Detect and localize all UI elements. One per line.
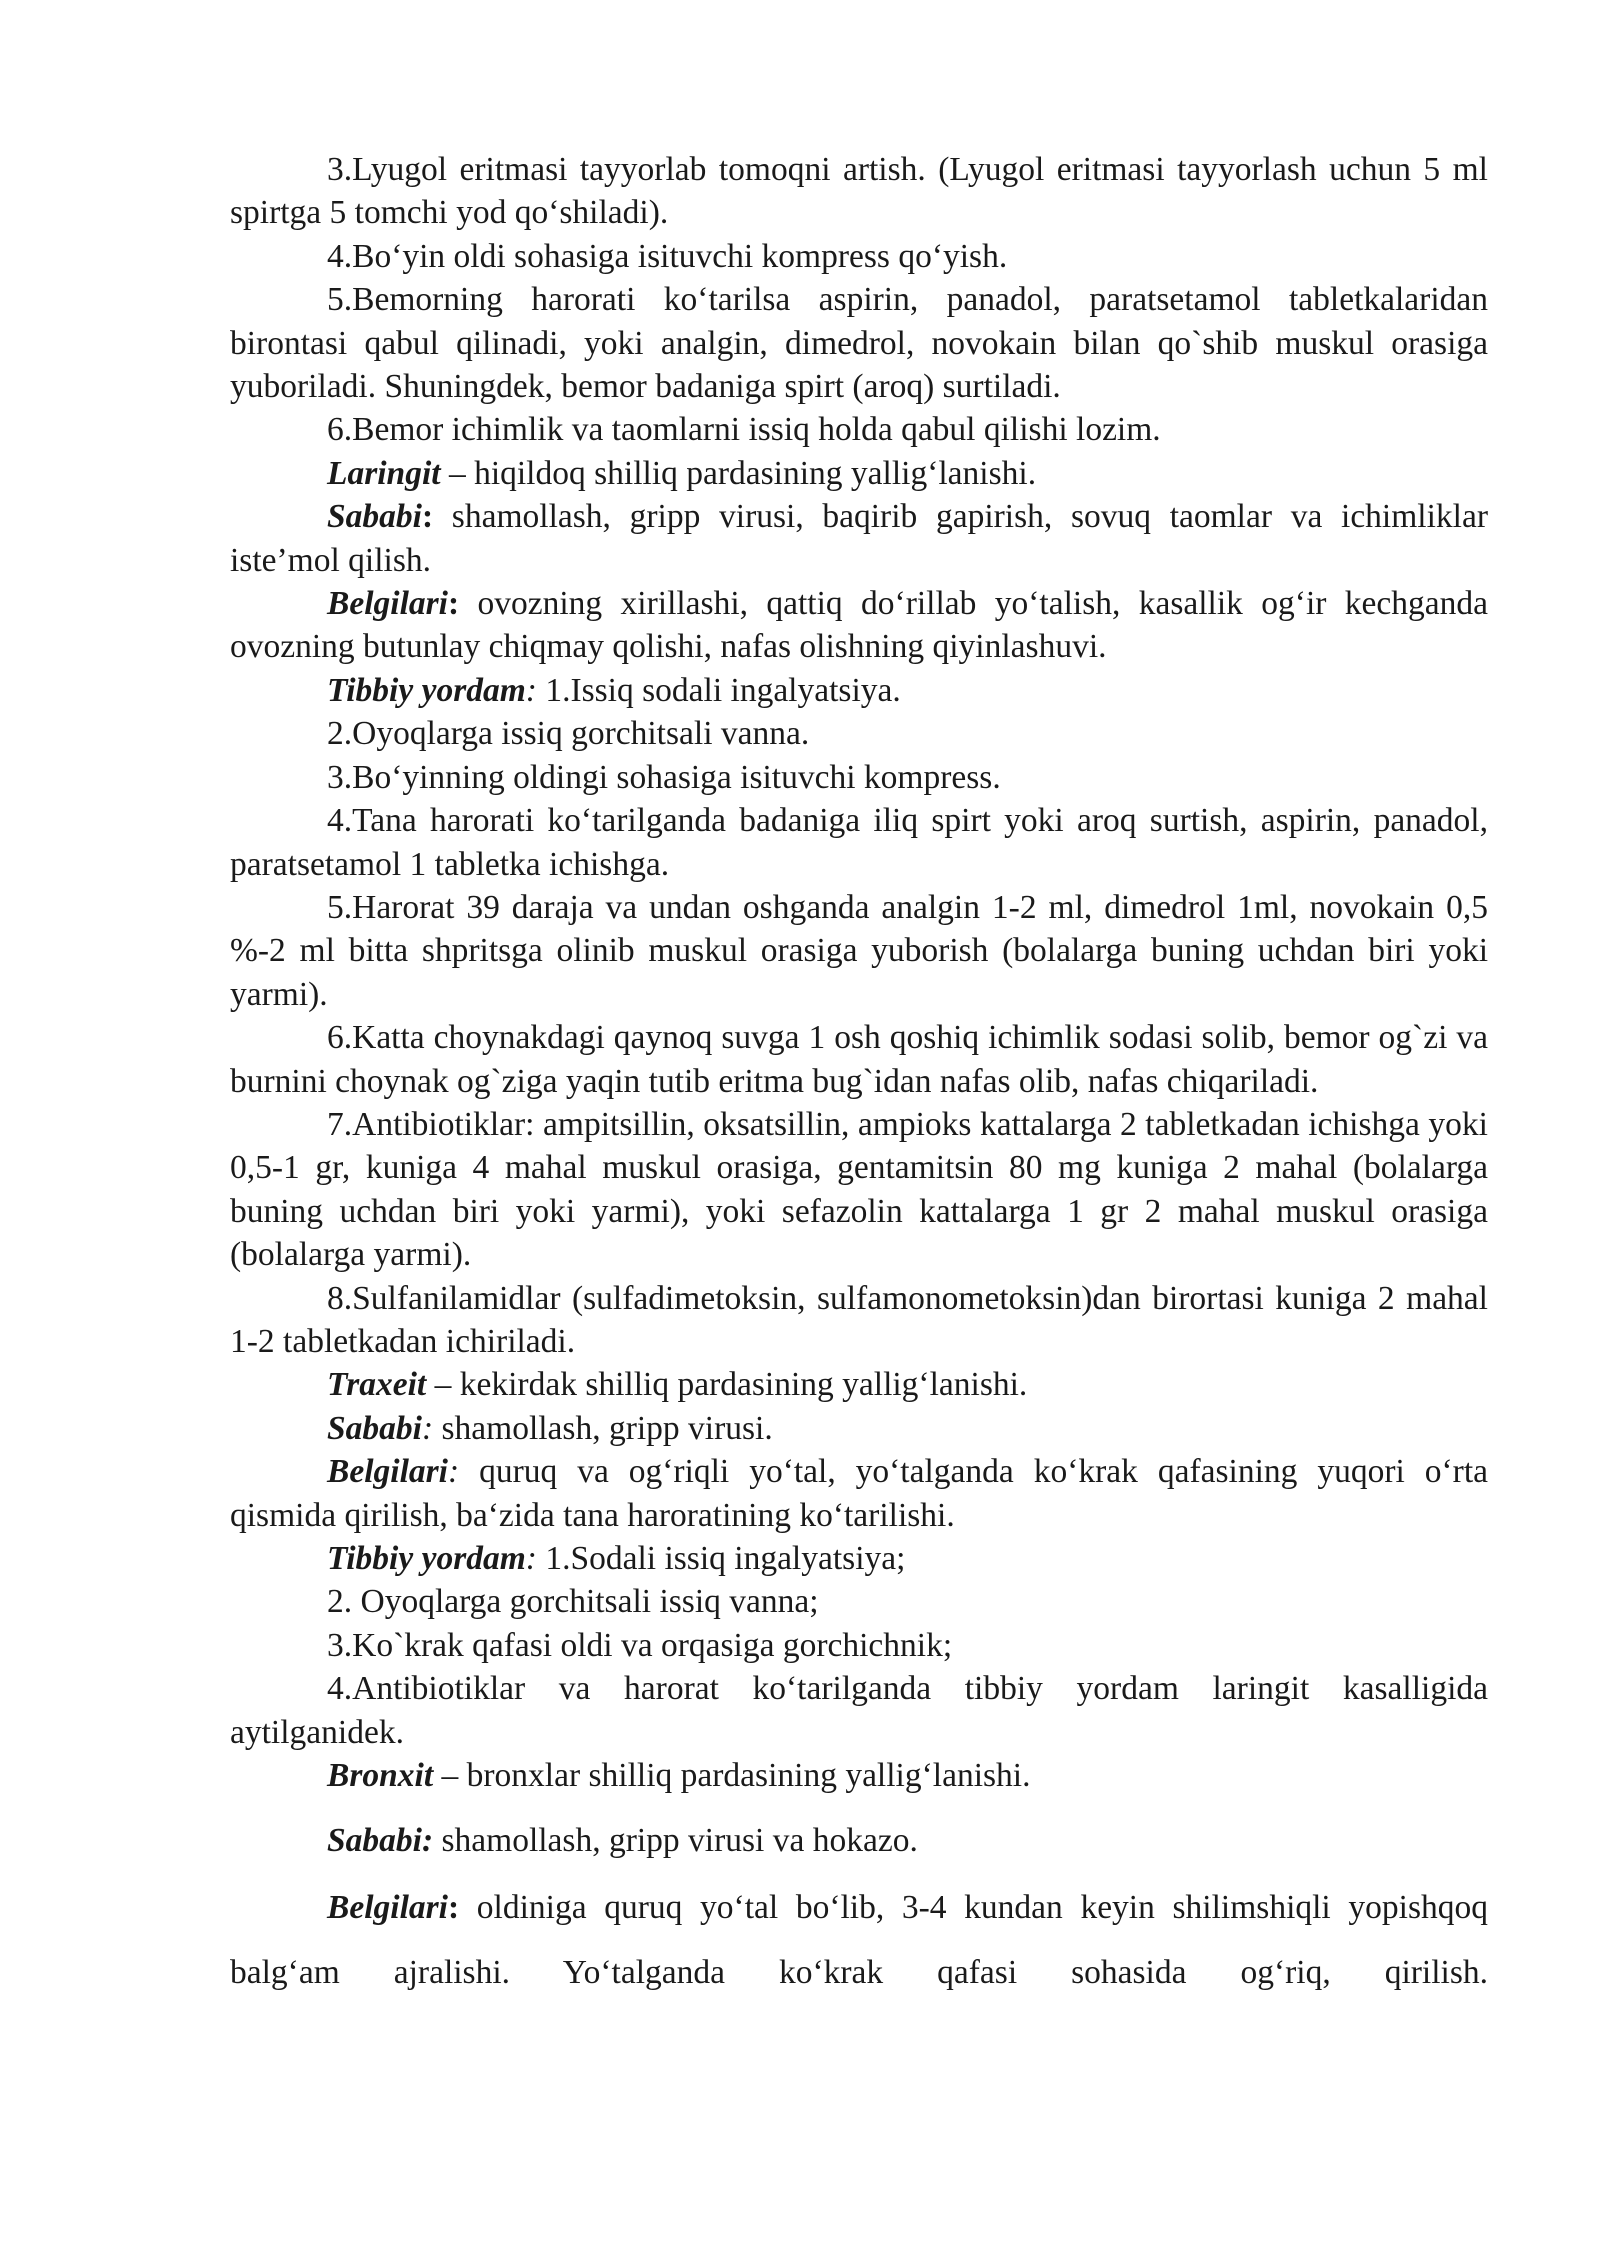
term-tibbiy-yordam: Tibbiy yordam [327,671,526,709]
paragraph-steam-inhalation: 6.Katta choynakdagi qaynoq suvga 1 osh qoshiq ichimlik sodasi solib, bemor og`zi va burnini choynak og`ziga yaqin tutib eritma bug`idan nafas olib, nafas chiqariladi. [230,1019,1488,1100]
term-belgilari: Belgilari [327,585,448,623]
document-page [230,148,1488,2005]
term-colon: : [421,1409,434,1447]
term-colon: : [525,671,537,709]
paragraph-mustard-bath: 2. Oyoqlarga gorchitsali issiq vanna; [327,1583,819,1621]
paragraph-lyugol: 3.Lyugol eritmasi tayyorlab tomoqni artish. (Lyugol eritmasi tayyorlash uchun 5 ml spirtga 5 tomchi yod qo‘shiladi). [230,151,1488,232]
treatment-text: 1.Sodali issiq ingalyatsiya; [536,1540,906,1577]
term-belgilari: Belgilari [327,1888,448,1926]
paragraph-injection: 5.Harorat 39 daraja va undan oshganda analgin 1-2 ml, dimedrol 1ml, novokain 0,5 %-2 ml bitta shpritsga olinib muskul orasiga yuborish (bolalarga buning uchdan biri yoki yarmi). [230,888,1488,1013]
term-laringit: Laringit [327,454,441,492]
paragraph-laringit-treatment [230,669,1488,712]
paragraph-traxeit-definition [230,1363,1488,1406]
term-colon: : [447,1453,460,1491]
term-colon: : [447,1888,460,1926]
paragraph-sulfonamides: 8.Sulfanilamidlar (sulfadimetoksin, sulfamonometoksin)dan birortasi kuniga 2 mahal 1-2 tabletkadan ichiriladi. [230,1279,1488,1360]
definition-text: – bronxlar shilliq pardasining yallig‘lanishi. [433,1757,1031,1795]
paragraph-antibiotics-reference: 4.Antibiotiklar va harorat ko‘tarilganda tibbiy yordam laringit kasalligida aytilganidek. [230,1670,1488,1751]
paragraph-bronxit-symptoms [230,1875,1488,2005]
paragraph-bronxit-definition [230,1754,1488,1797]
term-sababi: Sababi [327,498,422,536]
paragraph-traxeit-treatment [230,1537,1488,1580]
paragraph-neck-warming: 3.Bo‘yinning oldingi sohasiga isituvchi kompress. [327,758,1001,796]
paragraph-bronxit-cause [230,1819,1488,1862]
symptoms-text: ovozning xirillashi, qattiq do‘rillab yo‘talish, kasallik og‘ir kechganda ovozning butunlay chiqmay qolishi, nafas olishning qiyinlashuvi. [230,585,1488,666]
term-colon: : [421,498,434,536]
term-sababi: Sababi: [327,1822,434,1860]
term-sababi: Sababi [327,1409,422,1447]
paragraph-laringit-cause [230,495,1488,582]
paragraph-mustard-plaster: 3.Ko`krak qafasi oldi va orqasiga gorchichnik; [327,1626,953,1664]
cause-text: shamollash, gripp virusi, baqirib gapirish, sovuq taomlar va ichimliklar iste’mol qilish. [230,498,1488,579]
term-belgilari: Belgilari [327,1453,448,1491]
paragraph-fever-medication: 5.Bemorning harorati ko‘tarilsa aspirin, panadol, paratsetamol tabletkalaridan birontasi qabul qilinadi, yoki analgin, dimedrol, novokain bilan qo`shib muskul orasiga yuboriladi. Shuningdek, bemor badaniga spirt (aroq) surtiladi. [230,281,1488,406]
paragraph-neck-compress: 4.Bo‘yin oldi sohasiga isituvchi kompress qo‘yish. [327,237,1008,275]
symptoms-text: quruq va og‘riqli yo‘tal, yo‘talganda ko‘krak qafasining yuqori o‘rta qismida qirilish, ba‘zida tana haroratining ko‘tarilishi. [230,1453,1488,1534]
term-traxeit: Traxeit [327,1366,427,1404]
paragraph-traxeit-symptoms [230,1450,1488,1537]
cause-text: shamollash, gripp virusi va hokazo. [433,1822,918,1860]
cause-text: shamollash, gripp virusi. [433,1409,773,1447]
term-tibbiy-yordam: Tibbiy yordam [327,1540,526,1577]
paragraph-warm-drinks: 6.Bemor ichimlik va taomlarni issiq holda qabul qilishi lozim. [327,411,1161,449]
paragraph-antibiotics: 7.Antibiotiklar: ampitsillin, oksatsillin, ampioks kattalarga 2 tabletkadan ichishga yoki 0,5-1 gr, kuniga 4 mahal muskul orasiga, gentamitsin 80 mg kuniga 2 mahal (bolalarga buning uchdan biri yoki yarmi), yoki sefazolin kattalarga 1 gr 2 mahal muskul orasiga (bolalarga yarmi). [230,1105,1488,1274]
treatment-text: 1.Issiq sodali ingalyatsiya. [536,671,901,709]
paragraph-foot-bath: 2.Oyoqlarga issiq gorchitsali vanna. [327,715,810,753]
paragraph-traxeit-cause [230,1407,1488,1450]
term-colon: : [525,1540,537,1577]
paragraph-body-rub: 4.Tana harorati ko‘tarilganda badaniga iliq spirt yoki aroq surtish, aspirin, panadol, paratsetamol 1 tabletka ichishga. [230,802,1488,883]
definition-text: – hiqildoq shilliq pardasining yallig‘lanishi. [440,454,1037,492]
paragraph-laringit-symptoms [230,582,1488,669]
term-bronxit: Bronxit [327,1757,434,1795]
paragraph-laringit-definition [230,452,1488,495]
definition-text: – kekirdak shilliq pardasining yallig‘lanishi. [426,1366,1028,1404]
symptoms-text: oldiniga quruq yo‘tal bo‘lib, 3-4 kundan keyin shilimshiqli yopishqoq balg‘am ajralishi. Yo‘talganda ko‘krak qafasi sohasida og‘riq, qirilish. [230,1888,1488,1991]
term-colon: : [447,585,460,623]
